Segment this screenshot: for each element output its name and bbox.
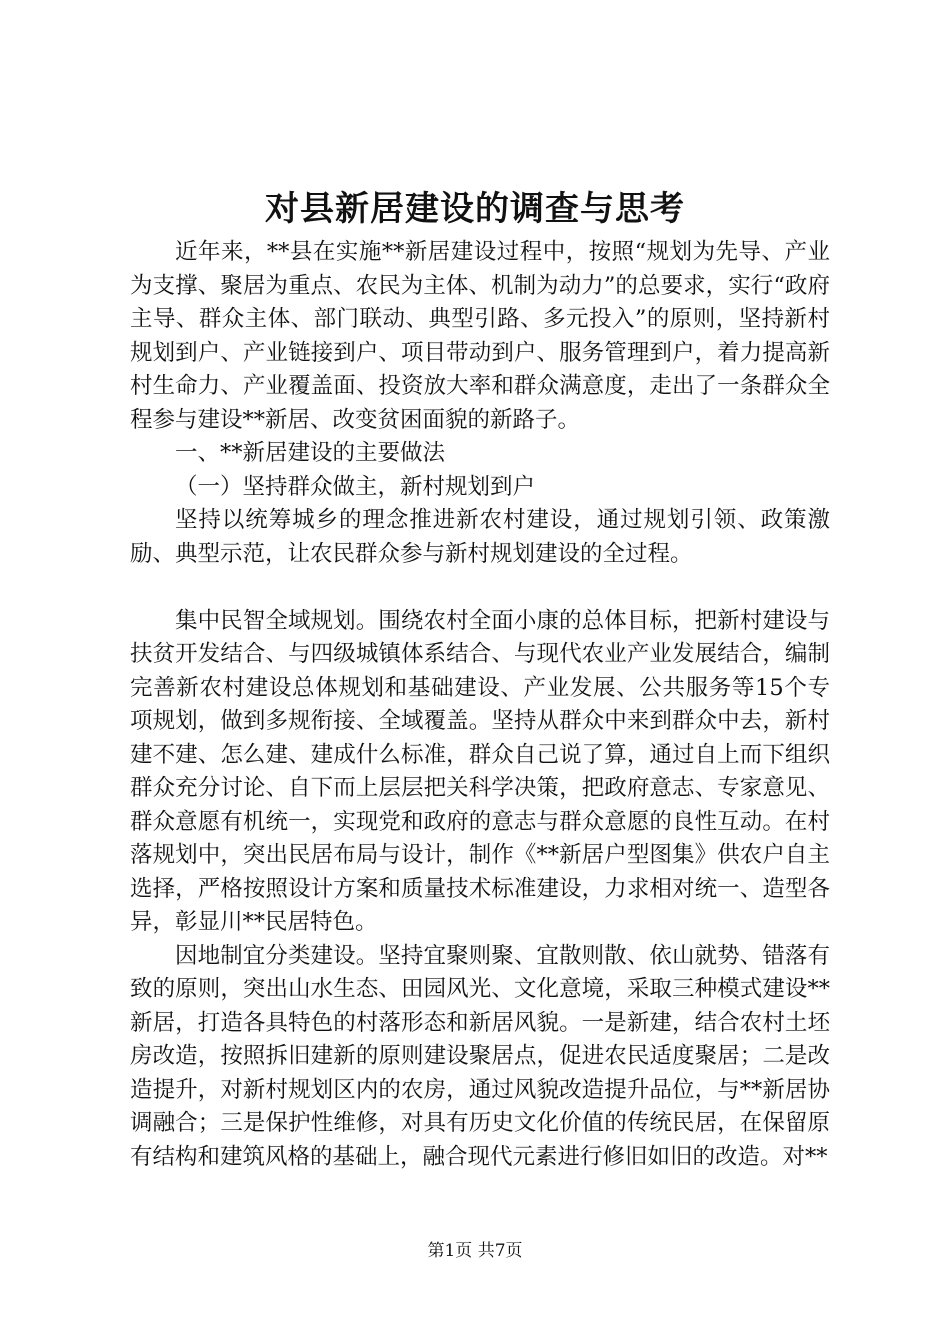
page-number-footer: 第1页 共7页 (427, 1241, 523, 1261)
document-body (130, 236, 830, 1174)
planning-paragraph: 集中民智全域规划。围绕农村全面小康的总体目标，把新村建设与扶贫开发结合、与四级城镇体系结合、与现代农业产业发展结合，编制完善新农村建设总体规划和基础建设、产业发展、公共服务等15个专项规划，做到多规衔接、全域覆盖。坚持从群众中来到群众中去，新村建不建、怎么建、建成什么标准，群众自己说了算，通过自上而下组织群众充分讨论、自下而上层层把关科学决策，把政府意志、专家意见、群众意愿有机统一，实现党和政府的意志与群众意愿的良性互动。在村落规划中，突出民居布局与设计，制作《**新居户型图集》供农户自主选择，严格按照设计方案和质量技术标准建设，力求相对统一、造型各异，彰显川**民居特色。 (130, 607, 830, 935)
subsection-intro-paragraph: 坚持以统筹城乡的理念推进新农村建设，通过规划引领、政策激励、典型示范，让农民群众参与新村规划建设的全过程。 (130, 507, 830, 567)
document-title: 对县新居建设的调查与思考 (265, 189, 685, 229)
section-heading: 一、**新居建设的主要做法 (175, 440, 446, 466)
paragraph-gap (130, 571, 830, 605)
subsection-heading: （一）坚持群众做主，新村规划到户 (175, 473, 536, 500)
intro-paragraph: 近年来，**县在实施**新居建设过程中，按照“规划为先导、产业为支撑、聚居为重点、农民为主体、机制为动力”的总要求，实行“政府主导、群众主体、部门联动、典型引路、多元投入”的原则，坚持新村规划到户、产业链接到户、项目带动到户、服务管理到户，着力提高新村生命力、产业覆盖面、投资放大率和群众满意度，走出了一条群众全程参与建设**新居、改变贫困面貌的新路子。 (130, 239, 830, 433)
construction-paragraph: 因地制宜分类建设。坚持宜聚则聚、宜散则散、依山就势、错落有致的原则，突出山水生态、田园风光、文化意境，采取三种模式建设**新居，打造各具特色的村落形态和新居风貌。一是新建，结合农村土坯房改造，按照拆旧建新的原则建设聚居点，促进农民适度聚居；二是改造提升，对新村规划区内的农房，通过风貌改造提升品位，与**新居协调融合；三是保护性维修，对具有历史文化价值的传统民居，在保留原有结构和建筑风格的基础上，融合现代元素进行修旧如旧的改造。对** (130, 942, 830, 1170)
